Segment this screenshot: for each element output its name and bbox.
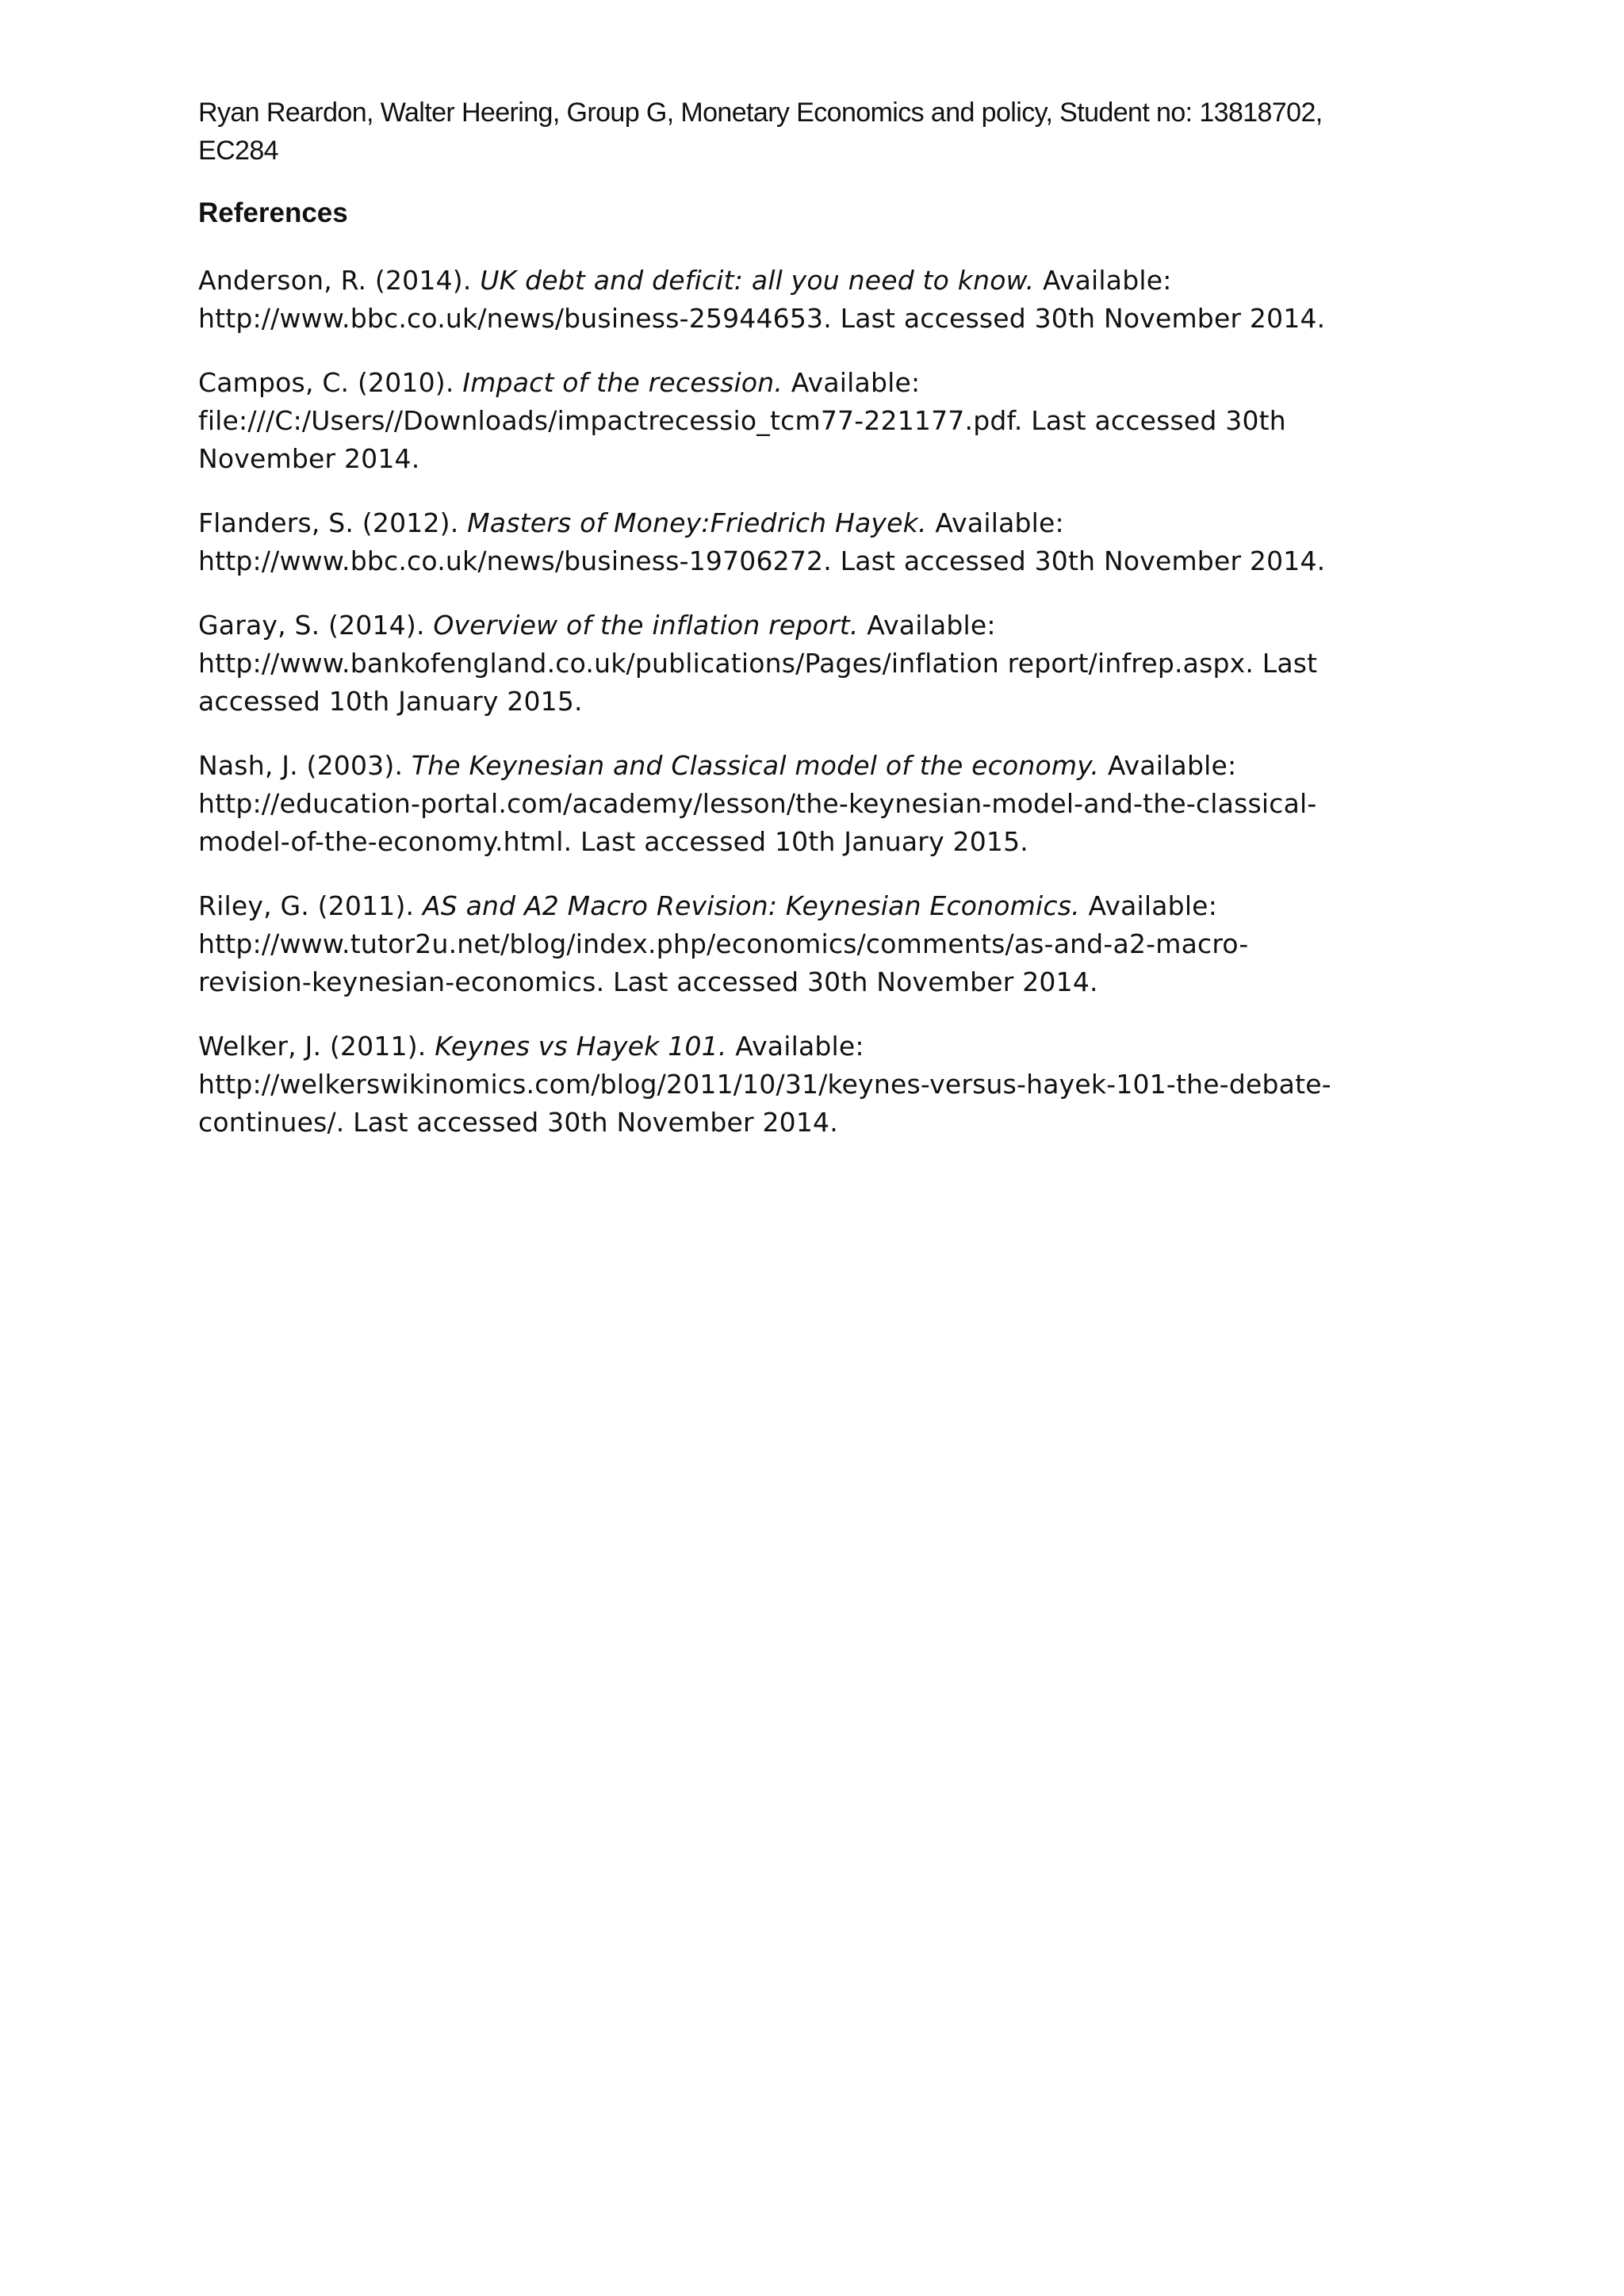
reference-author: Flanders, S. (2012).: [198, 507, 468, 538]
reference-title: UK debt and deficit: all you need to know.: [480, 265, 1035, 296]
reference-url-line: http://welkerswikinomics.com/blog/2011/10/31/keynes-versus-hayek-101-the-debate-: [198, 1069, 1331, 1100]
reference-continuation-line: revision-keynesian-economics. Last accessed 30th November 2014.: [198, 966, 1098, 997]
reference-first-line: [198, 364, 1467, 402]
reference-anderson: [198, 262, 1467, 338]
reference-welker: [198, 1027, 1467, 1142]
reference-first-line: [198, 1027, 1467, 1066]
reference-author: Garay, S. (2014).: [198, 610, 434, 641]
reference-url-line: http://www.bankofengland.co.uk/publications/Pages/inflation report/infrep.aspx. Last: [198, 648, 1318, 679]
reference-available: Available:: [926, 507, 1064, 538]
reference-available: Available:: [858, 610, 996, 641]
reference-title: AS and A2 Macro Revision: Keynesian Economics.: [422, 890, 1080, 921]
reference-author: Nash, J. (2003).: [198, 750, 412, 781]
reference-first-line: [198, 607, 1467, 645]
reference-url-line: file:///C:/Users//Downloads/impactrecessio_tcm77-221177.pdf. Last accessed 30th: [198, 405, 1286, 436]
reference-campos: [198, 364, 1467, 478]
reference-continuation-line: November 2014.: [198, 443, 420, 474]
reference-continuation-line: model-of-the-economy.html. Last accessed 10th January 2015.: [198, 826, 1028, 857]
reference-title: Keynes vs Hayek 101.: [435, 1031, 727, 1062]
reference-first-line: [198, 747, 1467, 785]
reference-title: Impact of the recession.: [462, 367, 783, 398]
reference-available: Available:: [726, 1031, 864, 1062]
page-header: [198, 94, 1419, 170]
header-line-1: Ryan Reardon, Walter Heering, Group G, Monetary Economics and policy, Student no: 13818702,: [198, 98, 1323, 128]
reference-author: Campos, C. (2010).: [198, 367, 463, 398]
reference-author: Riley, G. (2011).: [198, 890, 423, 921]
reference-available: Available:: [783, 367, 921, 398]
reference-title: The Keynesian and Classical model of the economy.: [411, 750, 1100, 781]
reference-title: Overview of the inflation report.: [433, 610, 859, 641]
reference-continuation-line: continues/. Last accessed 30th November 2014.: [198, 1107, 838, 1138]
reference-available: Available:: [1099, 750, 1237, 781]
reference-url-line: http://www.tutor2u.net/blog/index.php/economics/comments/as-and-a2-macro-: [198, 928, 1249, 959]
reference-author: Anderson, R. (2014).: [198, 265, 481, 296]
header-line-2: EC284: [198, 136, 278, 166]
reference-url-line: http://www.bbc.co.uk/news/business-19706272. Last accessed 30th November 2014.: [198, 545, 1326, 576]
reference-continuation-line: accessed 10th January 2015.: [198, 686, 583, 717]
reference-riley: [198, 887, 1467, 1001]
reference-available: Available:: [1034, 265, 1172, 296]
reference-nash: [198, 747, 1467, 861]
reference-flanders: [198, 504, 1467, 580]
reference-list: [198, 262, 1467, 1168]
reference-title: Masters of Money:Friedrich Hayek.: [467, 507, 927, 538]
reference-available: Available:: [1079, 890, 1218, 921]
reference-url-line: http://education-portal.com/academy/lesson/the-keynesian-model-and-the-classical-: [198, 788, 1317, 819]
references-heading: References: [198, 197, 348, 228]
reference-first-line: [198, 887, 1467, 925]
reference-first-line: [198, 504, 1467, 542]
reference-garay: [198, 607, 1467, 721]
reference-first-line: [198, 262, 1467, 300]
reference-url-line: http://www.bbc.co.uk/news/business-25944653. Last accessed 30th November 2014.: [198, 303, 1326, 334]
reference-author: Welker, J. (2011).: [198, 1031, 435, 1062]
